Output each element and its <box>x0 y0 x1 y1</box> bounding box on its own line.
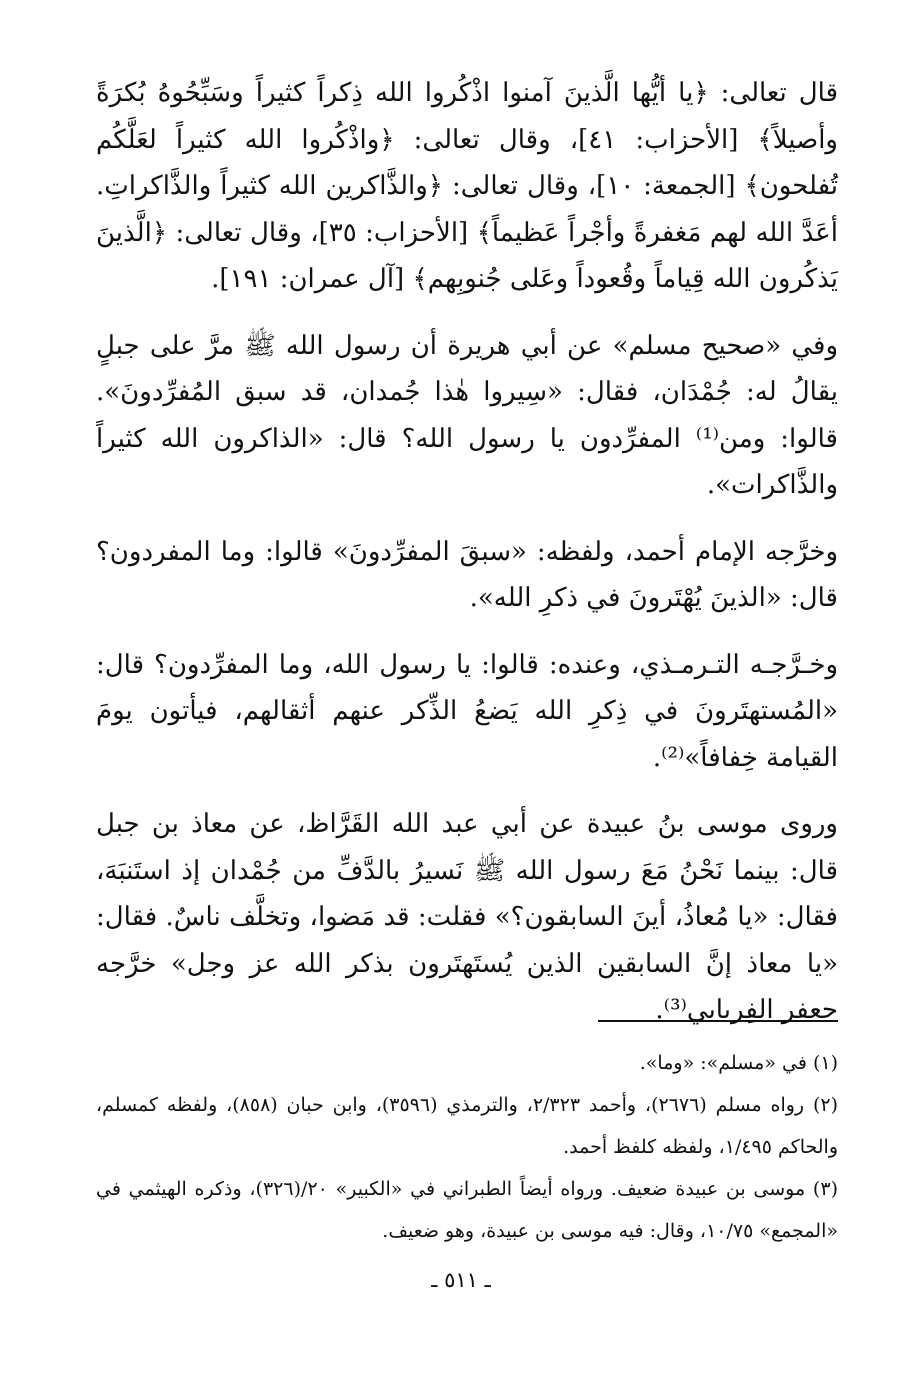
paragraph-quran-verses: قال تعالى: ﴿يا أيُّها الَّذينَ آمنوا اذْكُروا الله ذِكراً كثيراً وسَبِّحُوهُ بُكرَةً وأصيلاً﴾ [الأحزاب: ٤١]، وقال تعالى: ﴿واذْكُروا الله كثيراً لعَلَّكُم تُفلحون﴾ [الجمعة: ١٠]، وقال تعالى: ﴿والذَّاكرين الله كثيراً والذَّاكراتِ. أعَدَّ الله لهم مَغفرةً وأجْراً عَظيماً﴾ [الأحزاب: ٣٥]، وقال تعالى: ﴿الَّذينَ يَذكُرون الله قِياماً وقُعوداً وعَلى جُنوبِهم﴾ [آل عمران: ١٩١]. <box>96 78 838 294</box>
main-text <box>96 70 838 1034</box>
footnote-1: (١) في «مسلم»: «وما». <box>639 1052 838 1074</box>
paragraph-muadh: وروى موسى بنُ عبيدة عن أبي عبد الله القَرَّاظ، عن معاذ بن جبل قال: بينما نَحْنُ مَعَ رسول الله ﷺ نَسيرُ بالدَّفِّ من جُمْدان إذ استَنبَهَ، فقال: «يا مُعاذُ، أينَ السابقون؟» فقلت: قد مَضوا، وتخلَّف ناسٌ. فقال: «يا معاذ إنَّ السابقين الذين يُستَهتَرون بذكر الله عز وجل» خرَّجه جعفر الفِريابي⁽³⁾. <box>96 809 838 1025</box>
footnote-2: (٢) رواه مسلم (٢٦٧٦)، وأحمد ٢/٣٢٣، والترمذي (٣٥٩٦)، وابن حبان (٨٥٨)، ولفظه كمسلم، والحاكم ١/٤٩٥، ولفظه كلفظ أحمد. <box>96 1094 838 1158</box>
paragraph-ahmad: وخرَّجه الإمام أحمد، ولفظه: «سبقَ المفرِّدونَ» قالوا: وما المفردون؟ قال: «الذينَ يُهْتَرونَ في ذكرِ الله». <box>96 536 838 613</box>
paragraph-tirmidhi: وخـرَّجـه التـرمـذي، وعنده: قالوا: يا رسول الله، وما المفرِّدون؟ قال: «المُستهتَرونَ في ذِكرِ الله يَضعُ الذِّكر عنهم أثقالهم، فيأتون يومَ القيامة خِفافاً»⁽²⁾. <box>96 649 838 773</box>
paragraph-sahih-muslim: وفي «صحيح مسلم» عن أبي هريرة أن رسول الله ﷺ مرَّ على جبلٍ يقالُ له: جُمْدَان، فقال: «سِيروا هٰذا جُمدان، قد سبق المُفرِّدونَ». قالوا: ومن⁽¹⁾ المفرِّدون يا رسول الله؟ قال: «الذاكرون الله كثيراً والذَّاكرات». <box>96 330 838 500</box>
page-number: ـ ٥١١ ـ <box>431 1268 491 1292</box>
footnotes <box>96 1042 838 1252</box>
footnote-divider <box>598 1020 838 1022</box>
footnote-3: (٣) موسى بن عبيدة ضعيف. ورواه أيضاً الطبراني في «الكبير» ٢٠/(٣٢٦)، وذكره الهيثمي في «المجمع» ١٠/٧٥، وقال: فيه موسى بن عبيدة، وهو ضعيف. <box>96 1178 838 1242</box>
